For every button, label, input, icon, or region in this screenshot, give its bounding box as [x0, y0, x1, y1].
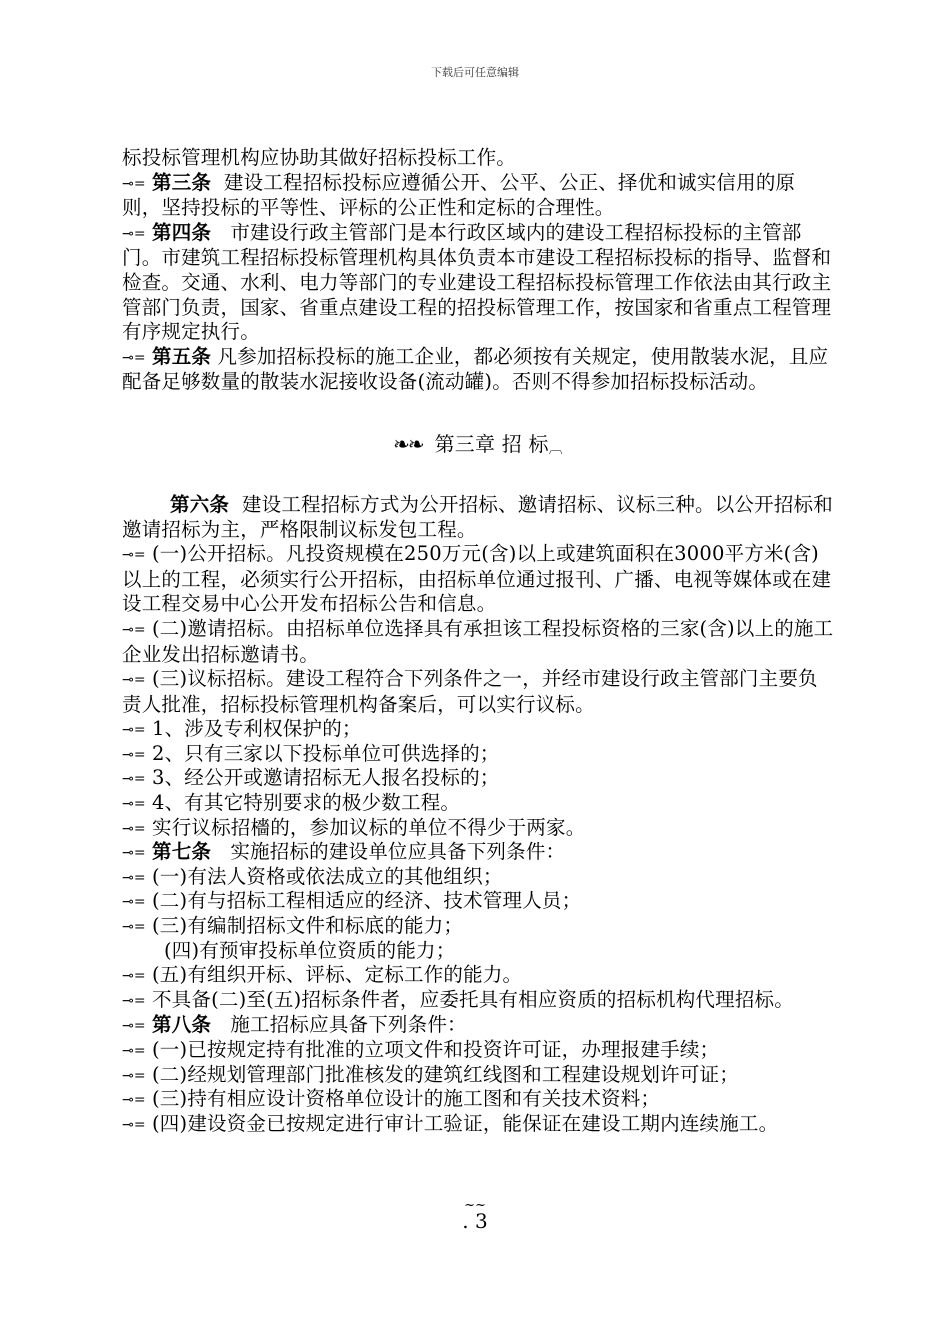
list-item: ⊸= (二)经规划管理部门批准核发的建筑红线图和工程建设规划许可证； [122, 1063, 834, 1088]
list-item: ⊸= 不具备(二)至(五)招标条件者，应委托具有相应资质的招标机构代理招标。 [122, 988, 834, 1014]
list-item: ⊸= 3、经公开或邀请招标无人报名投标的； [122, 766, 834, 791]
bullet-marker: ⊸= [122, 869, 146, 886]
bullet-marker: ⊸= [122, 1116, 146, 1133]
bullet-marker: ⊸= [122, 992, 146, 1009]
article-8-text: 施工招标应具备下列条件： [230, 1013, 467, 1037]
list-item: ⊸= (四)建设资金已按规定进行审计工验证，能保证在建设工期内连续施工。 [122, 1112, 834, 1138]
bullet-marker: ⊸= [122, 349, 146, 366]
article-8 [122, 1013, 834, 1038]
article-7-text: 实施招标的建设单位应具备下列条件： [230, 840, 566, 864]
bullet-marker: ⊸= [122, 746, 146, 763]
bullet-marker: ⊸= [122, 919, 146, 936]
bullet-marker: ⊸= [122, 1018, 146, 1035]
list-item: ⊸= (一)公开招标。凡投资规模在250万元(含)以上或建筑面积在3000平方米(含)以上的工程，必须实行公开招标，由招标单位通过报刊、广播、电视等媒体或在建设工程交易中心公开发布招标公告和信息。 [122, 542, 832, 616]
page-number [0, 1198, 950, 1233]
list-item: ⊸= (二)邀请招标。由招标单位选择具有承担该工程投标资格的三家(含)以上的施工企业发出招标邀请书。 [122, 616, 834, 666]
list-item: ⊸= 2、只有三家以下投标单位可供选择的； [122, 742, 834, 767]
article-5-text: 凡参加招标投标的施工企业，都必须按有关规定，使用散装水泥，且应配备足够数量的散装水泥接收设备(流动罐)。否则不得参加招标投标活动。 [122, 344, 829, 394]
article-4 [122, 221, 834, 345]
bullet-marker: ⊸= [122, 845, 146, 862]
bullet-marker: ⊸= [122, 225, 146, 242]
bullet-marker: ⊸= [122, 771, 146, 788]
bullet-marker: ⊸= [122, 894, 146, 911]
bullet-marker: ⊸= [122, 175, 146, 192]
article-5-title: 第五条 [152, 344, 212, 368]
list-item: ⊸= (五)有组织开标、评标、定标工作的能力。 [122, 963, 834, 988]
bullet-marker: ⊸= [122, 1092, 146, 1109]
article-6-text: 建设工程招标方式为公开招标、邀请招标、议标三种。以公开招标和邀请招标为主，严格限制议标发包工程。 [122, 492, 833, 541]
bullet-marker: ⊸= [122, 796, 146, 813]
underline-glyph: ︹ [548, 440, 563, 457]
chapter-title: 第三章 招 标 [434, 431, 549, 456]
bullet-marker: ⊸= [122, 722, 146, 739]
article-4-title: 第四条 [152, 220, 212, 244]
page-number-value: . 3 [462, 1209, 488, 1233]
list-item: ⊸= 实行议标招檣的，参加议标的单位不得少于两家。 [122, 816, 834, 841]
list-item: ⊸= (二)有与招标工程相适应的经济、技术管理人员； [122, 889, 834, 914]
list-item: ⊸= (一)已按规定持有批准的立项文件和投资许可证，办理报建手续； [122, 1038, 834, 1063]
list-item: (四)有预审投标单位资质的能力； [164, 938, 456, 962]
bullet-marker: ⊸= [122, 1067, 146, 1084]
article-5 [122, 345, 834, 395]
list-item: ⊸= (三)持有相应设计资格单位设计的施工图和有关技术资料； [122, 1087, 834, 1112]
document-body [122, 146, 834, 1137]
article-6 [122, 493, 834, 542]
article-3 [122, 171, 834, 221]
bullet-marker: ⊸= [122, 672, 146, 689]
bullet-marker: ⊸= [122, 968, 146, 985]
article-3-text: 建设工程招标投标应遵循公开、公平、公正、择优和诚实信用的原则，坚持投标的平等性、评标的公正性和定标的合理性。 [122, 170, 796, 220]
list-item: ⊸= (一)有法人资格或依法成立的其他组织； [122, 865, 834, 890]
article-7-title: 第七条 [152, 840, 212, 864]
bullet-marker: ⊸= [122, 820, 146, 837]
article-4-text: 市建设行政主管部门是本行政区域内的建设工程招标投标的主管部门。市建筑工程招标投标管理机构具体负责本市建设工程招标投标的指导、监督和检查。交通、水利、电力等部门的专业建设工程招标投标管理工作依法由其行政主管部门负责，国家、省重点建设工程的招投标管理工作，按国家和省重点工程管理有序规定执行。 [122, 220, 832, 344]
list-item: ⊸= (三)有编制招标文件和标底的能力； [122, 914, 834, 939]
paragraph-continuation: 标投标管理机构应协助其做好招标投标工作。 [122, 146, 517, 169]
bullet-marker: ⊸= [122, 1043, 146, 1059]
article-7 [122, 840, 834, 865]
page-header: 下载后可任意编辑 [431, 66, 519, 79]
chapter-heading [122, 419, 834, 469]
bullet-marker: ⊸= [122, 621, 146, 638]
bullet-marker: ⊸= [122, 547, 146, 564]
fleuron-ornament-icon: ❧❧ [393, 431, 423, 456]
page-number-tilde: ~~ [464, 1198, 486, 1213]
list-item: ⊸= 4、有其它特别要求的极少数工程。 [122, 791, 834, 816]
list-item: ⊸= (三)议标招标。建设工程符合下列条件之一，并经市建设行政主管部门主要负责人批准，招标投标管理机构备案后，可以实行议标。 [122, 667, 818, 716]
article-8-title: 第八条 [152, 1013, 212, 1037]
article-3-title: 第三条 [152, 170, 212, 194]
article-6-title: 第六条 [170, 492, 230, 516]
list-item: ⊸= 1、涉及专利权保护的； [122, 717, 834, 742]
